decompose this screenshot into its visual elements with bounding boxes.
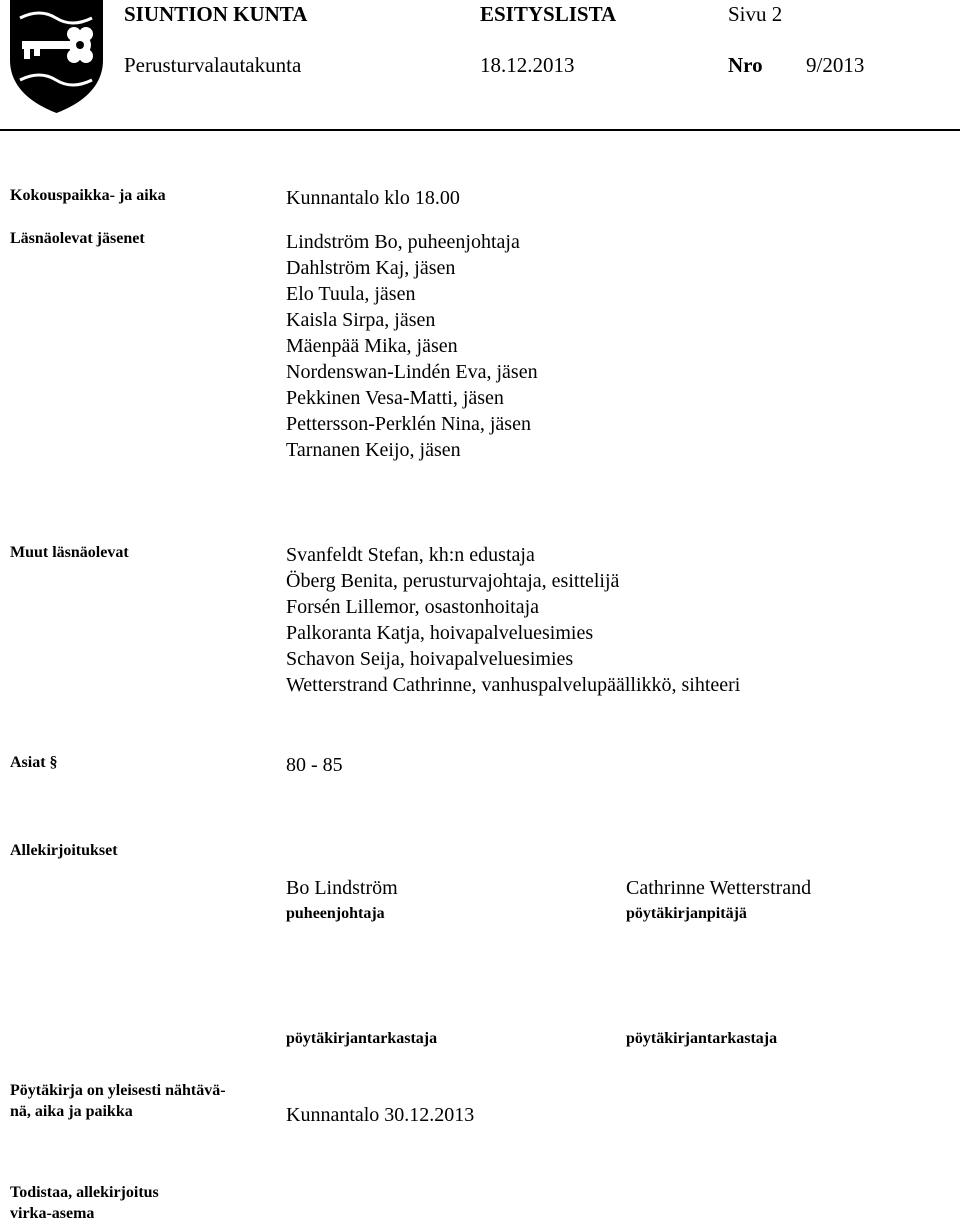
member-item: Dahlström Kaj, jäsen bbox=[286, 257, 456, 279]
signer2-name: Cathrinne Wetterstrand bbox=[626, 877, 812, 899]
items-label: Asiat § bbox=[10, 754, 58, 771]
signer1-role: puheenjohtaja bbox=[286, 905, 385, 922]
signatures-label: Allekirjoitukset bbox=[10, 842, 118, 859]
other-item: Öberg Benita, perusturvajohtaja, esittelijä bbox=[286, 570, 620, 592]
municipal-coat-of-arms bbox=[10, 0, 103, 113]
certification-label bbox=[10, 1182, 159, 1224]
public-display-label-line2: nä, aika ja paikka bbox=[10, 1103, 133, 1120]
nro-label: Nro bbox=[728, 53, 763, 77]
place-value: Kunnantalo klo 18.00 bbox=[286, 187, 460, 209]
other-item: Schavon Seija, hoivapalveluesimies bbox=[286, 648, 574, 670]
checker2-role: pöytäkirjantarkastaja bbox=[626, 1030, 778, 1047]
certification-line1: Todistaa, allekirjoitus bbox=[10, 1184, 159, 1201]
other-item: Svanfeldt Stefan, kh:n edustaja bbox=[286, 544, 535, 566]
others-label: Muut läsnäolevat bbox=[10, 544, 129, 561]
items-value: 80 - 85 bbox=[286, 754, 343, 776]
member-item: Pekkinen Vesa-Matti, jäsen bbox=[286, 387, 504, 409]
checker1-role: pöytäkirjantarkastaja bbox=[286, 1030, 438, 1047]
header-divider bbox=[0, 129, 960, 131]
present-label: Läsnäolevat jäsenet bbox=[10, 230, 145, 247]
member-item: Pettersson-Perklén Nina, jäsen bbox=[286, 413, 531, 435]
other-item: Wetterstrand Cathrinne, vanhuspalvelupäällikkö, sihteeri bbox=[286, 674, 741, 696]
member-item: Lindström Bo, puheenjohtaja bbox=[286, 231, 520, 253]
members-list bbox=[286, 229, 538, 463]
document-type: ESITYSLISTA bbox=[480, 2, 617, 26]
others-list bbox=[286, 542, 740, 698]
member-item: Mäenpää Mika, jäsen bbox=[286, 335, 458, 357]
other-item: Palkoranta Katja, hoivapalveluesimies bbox=[286, 622, 594, 644]
public-display-label bbox=[10, 1080, 226, 1122]
place-label: Kokouspaikka- ja aika bbox=[10, 187, 166, 204]
certification-line2: virka-asema bbox=[10, 1205, 95, 1222]
meeting-date: 18.12.2013 bbox=[480, 53, 575, 77]
member-item: Nordenswan-Lindén Eva, jäsen bbox=[286, 361, 538, 383]
member-item: Elo Tuula, jäsen bbox=[286, 283, 416, 305]
other-item: Forsén Lillemor, osastonhoitaja bbox=[286, 596, 540, 618]
member-item: Tarnanen Keijo, jäsen bbox=[286, 439, 461, 461]
member-item: Kaisla Sirpa, jäsen bbox=[286, 309, 436, 331]
public-display-value: Kunnantalo 30.12.2013 bbox=[286, 1104, 475, 1126]
public-display-label-line1: Pöytäkirja on yleisesti nähtävä- bbox=[10, 1082, 226, 1099]
nro-value: 9/2013 bbox=[806, 53, 865, 77]
signer2-role: pöytäkirjanpitäjä bbox=[626, 905, 747, 922]
org-name: SIUNTION KUNTA bbox=[124, 2, 308, 26]
signer1-name: Bo Lindström bbox=[286, 877, 398, 899]
board-name: Perusturvalautakunta bbox=[124, 53, 302, 77]
page-number: Sivu 2 bbox=[728, 2, 783, 26]
